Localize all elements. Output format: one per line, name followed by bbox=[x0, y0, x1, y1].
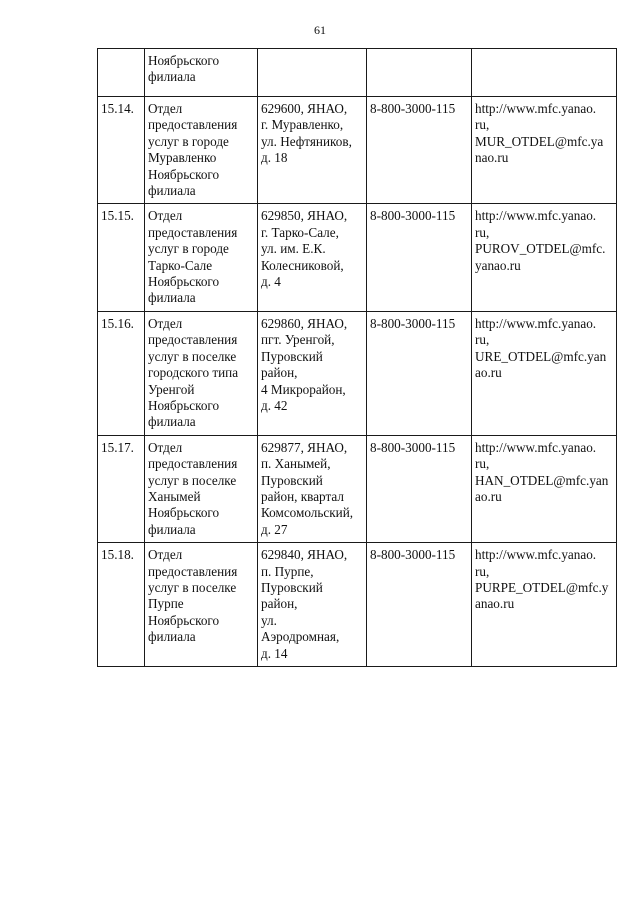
office-address bbox=[258, 97, 367, 204]
page-number: 61 bbox=[314, 23, 326, 37]
office-name-line: предоставления bbox=[148, 224, 238, 240]
office-web-contacts-line: PUROV_OTDEL@mfc. bbox=[475, 241, 606, 257]
office-name bbox=[145, 543, 258, 667]
row-number bbox=[98, 49, 145, 97]
office-address-line: 629877, ЯНАО, bbox=[261, 439, 348, 455]
office-name-line: услуг в городе bbox=[148, 241, 229, 257]
office-name-line: филиала bbox=[148, 290, 196, 306]
office-web-contacts-line: ru, bbox=[475, 563, 490, 579]
row-number: 15.15. bbox=[98, 204, 145, 311]
office-name bbox=[145, 97, 258, 204]
office-name-line: филиала bbox=[148, 521, 196, 537]
office-address-line: ул. bbox=[261, 612, 277, 628]
office-name-line: предоставления bbox=[148, 456, 238, 472]
office-address bbox=[258, 311, 367, 435]
office-name bbox=[145, 311, 258, 435]
office-name-line: филиала bbox=[148, 69, 196, 85]
office-web-contacts-line: http://www.mfc.yanao. bbox=[475, 439, 597, 455]
table-row bbox=[98, 311, 617, 435]
office-address bbox=[258, 543, 367, 667]
office-name-line: филиала bbox=[148, 629, 196, 645]
office-name-line: Ноябрьского bbox=[148, 53, 220, 68]
office-address-line: 4 Микрорайон, bbox=[261, 381, 346, 397]
office-address-line: район, bbox=[261, 365, 298, 381]
office-phone: 8-800-3000-115 bbox=[367, 435, 472, 542]
office-web-contacts-line: http://www.mfc.yanao. bbox=[475, 315, 597, 331]
office-name-line: Ноябрьского bbox=[148, 612, 220, 628]
office-web-contacts bbox=[472, 311, 617, 435]
table-row bbox=[98, 49, 617, 97]
office-address-line: Колесниковой, bbox=[261, 257, 344, 273]
office-phone bbox=[367, 49, 472, 97]
office-web-contacts-line: ru, bbox=[475, 456, 490, 472]
office-name-line: Ноябрьского bbox=[148, 505, 220, 521]
office-web-contacts-line: ru, bbox=[475, 117, 490, 133]
table-row bbox=[98, 435, 617, 542]
office-phone: 8-800-3000-115 bbox=[367, 97, 472, 204]
office-address-line: район, квартал bbox=[261, 488, 344, 504]
office-web-contacts-line: URE_OTDEL@mfc.yan bbox=[475, 348, 607, 364]
office-name bbox=[145, 435, 258, 542]
office-web-contacts-line: PURPE_OTDEL@mfc.y bbox=[475, 579, 609, 595]
office-address bbox=[258, 49, 367, 97]
office-address-line: д. 18 bbox=[261, 150, 288, 166]
row-number: 15.16. bbox=[98, 311, 145, 435]
office-web-contacts bbox=[472, 49, 617, 97]
office-address-line: Комсомольский, bbox=[261, 505, 354, 521]
office-name-line: Ноябрьского bbox=[148, 166, 220, 182]
office-address bbox=[258, 435, 367, 542]
office-web-contacts-line: ao.ru bbox=[475, 365, 502, 381]
office-web-contacts-line: http://www.mfc.yanao. bbox=[475, 547, 597, 563]
row-number: 15.14. bbox=[98, 97, 145, 204]
office-name-line: Уренгой bbox=[148, 381, 195, 397]
office-name-line: Ноябрьского bbox=[148, 397, 220, 413]
table-row bbox=[98, 204, 617, 311]
office-address-line: д. 14 bbox=[261, 645, 288, 661]
office-web-contacts bbox=[472, 97, 617, 204]
office-web-contacts-line: anao.ru bbox=[475, 596, 515, 612]
office-name-line: Пурпе bbox=[148, 596, 184, 612]
office-address-line: ул. Нефтяников, bbox=[261, 133, 352, 149]
office-address-line: Пуровский bbox=[261, 579, 323, 595]
office-address-line: 629600, ЯНАО, bbox=[261, 101, 348, 116]
office-web-contacts-line: ru, bbox=[475, 332, 490, 348]
office-web-contacts-line: MUR_OTDEL@mfc.ya bbox=[475, 133, 604, 149]
office-address-line: д. 42 bbox=[261, 397, 288, 413]
office-address-line: д. 27 bbox=[261, 521, 288, 537]
mfc-branches-table bbox=[97, 48, 617, 667]
office-name-line: предоставления bbox=[148, 117, 238, 133]
row-number: 15.18. bbox=[98, 543, 145, 667]
office-name-line: предоставления bbox=[148, 563, 238, 579]
office-web-contacts bbox=[472, 204, 617, 311]
office-web-contacts-line: yanao.ru bbox=[475, 257, 521, 273]
row-number: 15.17. bbox=[98, 435, 145, 542]
office-name-line: услуг в поселке bbox=[148, 348, 237, 364]
office-address-line: п. Пурпе, bbox=[261, 563, 314, 579]
office-name-line: услуг в городе bbox=[148, 133, 229, 149]
office-name bbox=[145, 204, 258, 311]
office-name-line: Отдел bbox=[148, 101, 183, 116]
office-address-line: ул. им. Е.К. bbox=[261, 241, 326, 257]
office-phone: 8-800-3000-115 bbox=[367, 543, 472, 667]
office-name-line: Ханымей bbox=[148, 488, 201, 504]
office-name-line: Муравленко bbox=[148, 150, 217, 166]
table-row bbox=[98, 97, 617, 204]
office-address-line: 629850, ЯНАО, bbox=[261, 208, 348, 224]
office-name-line: услуг в поселке bbox=[148, 472, 237, 488]
office-address-line: Пуровский bbox=[261, 348, 323, 364]
office-web-contacts bbox=[472, 543, 617, 667]
office-name-line: Отдел bbox=[148, 315, 183, 331]
office-address-line: район, bbox=[261, 596, 298, 612]
office-name-line: предоставления bbox=[148, 332, 238, 348]
office-web-contacts-line: http://www.mfc.yanao. bbox=[475, 208, 597, 224]
office-web-contacts-line: HAN_OTDEL@mfc.yan bbox=[475, 472, 609, 488]
office-web-contacts-line: ru, bbox=[475, 224, 490, 240]
office-name-line: филиала bbox=[148, 183, 196, 199]
office-name-line: Ноябрьского bbox=[148, 274, 220, 290]
office-address-line: Аэродромная, bbox=[261, 629, 340, 645]
office-address-line: Пуровский bbox=[261, 472, 323, 488]
office-name-line: Тарко-Сале bbox=[148, 257, 213, 273]
office-phone: 8-800-3000-115 bbox=[367, 204, 472, 311]
office-address-line: 629840, ЯНАО, bbox=[261, 547, 348, 563]
office-phone: 8-800-3000-115 bbox=[367, 311, 472, 435]
table-row bbox=[98, 543, 617, 667]
office-web-contacts-line: http://www.mfc.yanao. bbox=[475, 101, 597, 116]
office-name-line: услуг в поселке bbox=[148, 579, 237, 595]
office-address-line: пгт. Уренгой, bbox=[261, 332, 335, 348]
office-address-line: г. Тарко-Сале, bbox=[261, 224, 339, 240]
office-name-line: городского типа bbox=[148, 365, 239, 381]
office-address-line: г. Муравленко, bbox=[261, 117, 344, 133]
office-web-contacts-line: ao.ru bbox=[475, 488, 502, 504]
office-name bbox=[145, 49, 258, 97]
table-body bbox=[98, 49, 617, 667]
office-name-line: Отдел bbox=[148, 439, 183, 455]
office-web-contacts bbox=[472, 435, 617, 542]
office-name-line: филиала bbox=[148, 414, 196, 430]
office-address-line: п. Ханымей, bbox=[261, 456, 331, 472]
office-address bbox=[258, 204, 367, 311]
office-address-line: д. 4 bbox=[261, 274, 281, 290]
office-web-contacts-line: nao.ru bbox=[475, 150, 509, 166]
office-name-line: Отдел bbox=[148, 547, 183, 563]
office-address-line: 629860, ЯНАО, bbox=[261, 315, 348, 331]
office-name-line: Отдел bbox=[148, 208, 183, 224]
